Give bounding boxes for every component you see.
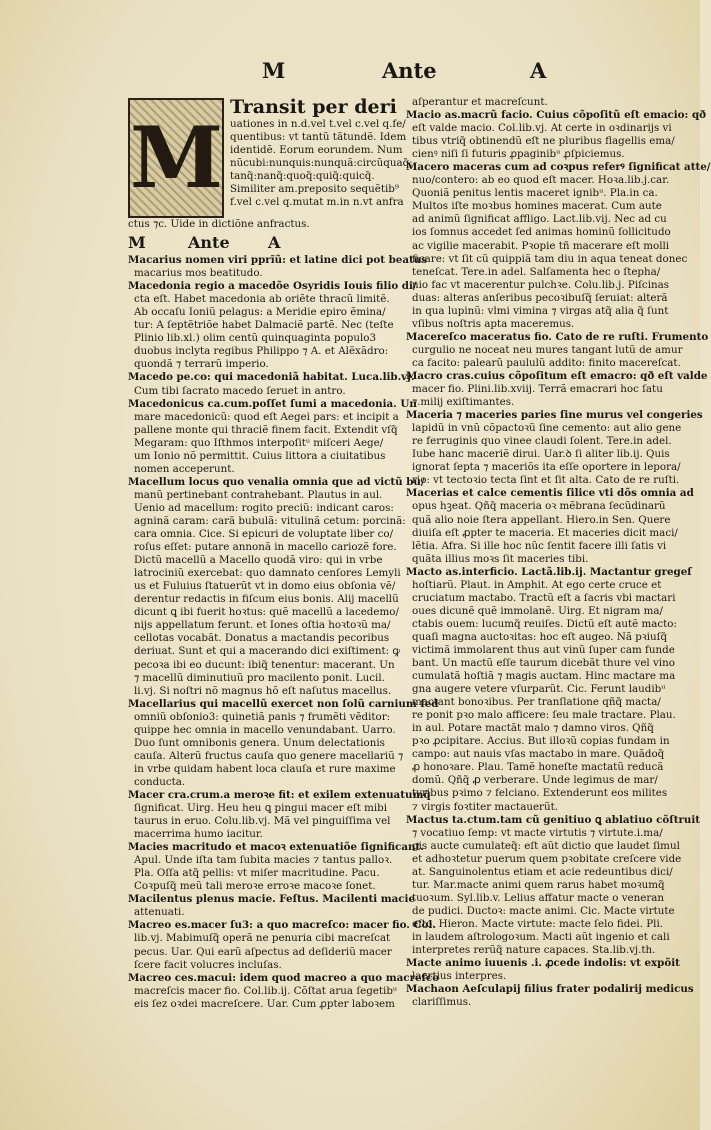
left-column-entries [128, 254, 440, 1011]
text-line: Mactus ta.ctum.tam cũ genitiuo ꝗ ablatiuo cõſtruit [406, 813, 701, 826]
text-line: eis ſez oꝛdei macreſcere. Uar. Cum ꝓpter laboꝛem [134, 997, 395, 1010]
text-line: ⁊ macellũ diminutiuũ pro macilento ponit. Lucil. [134, 671, 385, 684]
text-line: tibus vtriq̃ obtinendũ eſt ne pluribus flagellis ema/ [412, 135, 675, 148]
text-line: derentur redactis in fiſcum eius bonis. Alij macellũ [134, 593, 399, 606]
text-line: interpretes rerũq̃ nature capaces. Sta.lib.vj.th. [412, 944, 656, 957]
text-line: tyribus pꝛimo ⁊ felciano. Extenderunt eos milites [412, 787, 668, 800]
text-line: cruciatum mactabo. Tractũ eſt a ſacris vbi mactari [412, 591, 676, 604]
text-line: Maceria ⁊ maceries paries ſine murus vel congeries [406, 409, 703, 422]
text-line: taurus in eruo. Colu.lib.vj. Mã vel pinguiſſima vel [134, 815, 391, 828]
text-line: ctabis ouem: lucumq̃ reuiſes. Dictũ eſt autẽ macto: [412, 617, 677, 630]
text-line: ⁊.milij exiſtimantes. [412, 396, 515, 409]
running-head-center: Ante [382, 58, 437, 83]
text-line: quippe hec omnia in macello venundabant. Uarro. [134, 723, 396, 736]
text-line: in laudem aſtrologoꝛum. Macti aũt ingenio et cali [412, 931, 670, 943]
text-line: Pla. Oſſa atq̃ pellis: vt miſer macritudine. Pacu. [134, 867, 380, 880]
text-line: Macilentus plenus macie. Feſtus. Macilenti macie [128, 893, 416, 906]
text-line: ios ſomnus accedet ſed animas hominũ ſollicitudo [412, 226, 671, 239]
text-line: pecoꝛa ibi eo ducunt: ibiq̃ tenentur: macerant. Un [134, 658, 395, 671]
running-head-left: M [262, 58, 286, 83]
text-line: bant. Un mactũ eſſe taurum dicebãt thure vel vino [412, 657, 675, 670]
text-line: quentibus: vt tantũ tãtundẽ. Idem [230, 131, 407, 144]
text-line: Dictũ macellũ a Macello quodã viro: qui in vrbe [134, 554, 383, 567]
text-line: macer fio. Plini.lib.xviij. Terrã emacrari hoc ſatu [412, 383, 663, 396]
text-line: de pudici. Ductoꝛ: macte animi. Cic. Macte virtute [412, 904, 675, 917]
text-line: at. Sanguinolentus etiam et acie redeuntibus dici/ [412, 865, 673, 878]
text-line: ⁊ virgis foꝛtiter mactauerũt. [412, 800, 559, 813]
text-line: duas: alteras anſeribus pecoꝛibuſq̃ ſeruiat: alterã [412, 291, 668, 304]
text-line: conducta. [134, 775, 186, 788]
text-line: campo: aut nauis vſas mactabo in mare. Quãdoq̃ [412, 748, 665, 761]
text-line: pꝛo ꝓcipitare. Accius. But illoꝛũ copias fundam in [412, 735, 670, 748]
text-line: Plinio lib.xl.) olim centũ quinquaginta populo3 [134, 332, 377, 345]
text-line: et adhoꝛtetur puerum quem pꝛobitate creſcere vide [412, 852, 682, 865]
running-head-right: A [530, 58, 547, 83]
running-head [262, 58, 562, 88]
section-heading-left: M [128, 233, 146, 253]
text-line: clariſſimus. [412, 996, 472, 1009]
text-line: eſto. Hieron. Macte virtute: macte ſelo fidei. Pli. [412, 917, 664, 930]
text-line: teneſcat. Tere.in adel. Salſamenta hec o ſtepha/ [412, 265, 661, 278]
text-line: rio: vt tectoꝛio tecta ſint et ſit alta. Cato de re ruſti. [412, 474, 680, 487]
text-line: Quoniã penitus lentis maceret ignibᵘ. Pla.in ca. [412, 187, 658, 200]
text-line: manũ pertinebant contrahebant. Plautus in aul. [134, 488, 383, 501]
text-line: Macro cras.cuius cõpoſitum eſt emacro: qð eſt valde [406, 369, 708, 382]
text-line: ficare: vt ſit cũ quippiã tam diu in aqua teneat donec [412, 252, 688, 265]
right-column-entries [406, 96, 711, 1009]
text-line: Macedo pe.co: qui macedoniã habitat. Luca.lib.vj. [128, 371, 415, 384]
text-line: macarius mos beatitudo. [134, 267, 263, 280]
text-line: ca facito: palearũ paululũ addito: finito macereſcat. [412, 356, 681, 369]
text-line: identidẽ. Eorum eorundem. Num [230, 144, 403, 157]
text-line: Macerias et calce cementis ſilice vti dõs omnia ad [406, 487, 694, 500]
text-line: Apul. Unde iſta tam ſubita macies ⁊ tantus palloꝛ. [134, 854, 393, 867]
text-line: mactant bonoꝛibus. Per tranſlatione qñq̃ macta/ [412, 696, 661, 709]
text-line: in aul. Potare mactãt malo ⁊ damno viros. Qñq̃ [412, 722, 654, 735]
text-line: macreſcis macer fio. Col.lib.ij. Cõſtat arua ſegetibᵘ [134, 984, 398, 997]
text-line: Macedonicus ca.cum.poſſet ſumi a macedonia. Un [128, 397, 417, 410]
text-line: lẽtia. Afra. Si ille hoc nũc ſentit facere illi ſatis vi [412, 539, 667, 552]
text-line: oues dicunẽ quẽ immolanẽ. Uirg. Et nigram ma/ [412, 604, 664, 617]
text-line: tuoꝛum. Syl.lib.v. Lelius affatur macte o veneran [412, 891, 665, 904]
text-line: omniũ obſonio3: quinetiã panis ⁊ frumẽti vẽditor: [134, 710, 391, 723]
text-line: deriuat. Sunt et qui a macerando dici exiſtiment: ꝙ [134, 645, 401, 658]
text-line: nomen acceperunt. [134, 462, 235, 475]
text-line: eſt valde macio. Col.lib.vj. At certe in oꝛdinarijs vi [412, 122, 672, 135]
text-line: cara omnia. Cice. Si epicuri de voluptate liber co/ [134, 528, 394, 541]
text-line: Uenio ad macellum: rogito preciũ: indicant caros: [134, 501, 394, 514]
text-line: dicunt ꝗ ibi fuerit hoꝛtus: quẽ macellũ a lacedemo/ [134, 606, 399, 619]
initial-letter: M [130, 108, 223, 207]
text-line: Similiter am.preposito sequẽtib⁹ [230, 183, 400, 196]
text-line: lapidũ in vnũ cõpactoꝛũ ſine cemento: aut alio gene [412, 422, 682, 435]
text-line: Macto as.interficio. Lactã.lib.ij. Mactantur gregeſ [406, 565, 692, 578]
text-line: Multos iſte moꝛbus homines macerat. Cum aute [412, 200, 662, 213]
text-line: diuiſa eſt ꝓpter te maceria. Et maceries dicit maci/ [412, 526, 678, 539]
text-line: tur: A ſeptẽtriõe habet Dalmaciẽ partẽ. Nec (teſte [134, 319, 394, 332]
text-line: domũ. Qñq̃ ꝓ verberare. Unde legimus de mar/ [412, 774, 658, 787]
text-line: cienꝰ niſi ſi futuris ꝓpaginibᵘ ꝓſpiciemus. [412, 148, 625, 161]
section-heading-center: Ante [188, 233, 230, 253]
text-line: aſperantur et macreſcunt. [412, 96, 548, 108]
text-line: us et Fuluius ſtatuerũt vt in domo eius obſonia vẽ/ [134, 580, 396, 593]
text-line: Machaon Aeſculapij filius frater podalirij medicus [406, 983, 694, 996]
text-line: Megaram: quo Iſthmos interpoſitᵘ miſceri Aege/ [134, 436, 384, 449]
text-line: quãta illius moꝛs ſit maceries tibi. [412, 552, 589, 565]
text-line: Macero maceras cum ad coꝛpus referꝰ ſignificat atte/ [406, 161, 711, 174]
text-line: um Ionio nõ permittit. Cuius littora a ciuitatibus [134, 449, 386, 462]
text-line: f.vel c.vel q.mutat m.in n.vt anfra [230, 196, 404, 209]
text-line: attenuati. [134, 906, 185, 919]
text-line: Macellarius qui macellũ exercet non ſolũ carnium ſed [128, 697, 439, 710]
text-line: lib.vj. Mabimuſq̃ operã ne penuria cibi macreſcat [134, 932, 391, 945]
text-line: Macer cra.crum.a meroꝛe fit: et exilem extenuatumq̃ [128, 788, 431, 801]
text-line: mare macedonicũ: quod eſt Aegei pars: et incipit a [134, 410, 399, 423]
text-line: Cum tibi ſacrato macedo ſeruet in antro. [134, 384, 346, 397]
left-column [128, 96, 440, 1011]
text-line: agninã caram: carã bubulã: vitulinã cetum: porcinã: [134, 514, 406, 527]
text-line: gis aucte cumulateq̃: eſt aũt dictio que laudet ſimul [412, 839, 680, 852]
text-line: Macarius nomen viri pprĩũ: et latine dici pot beatus [128, 254, 428, 267]
text-line: Macies macritudo et macoꝛ extenuatiõe ſignificant. [128, 841, 424, 854]
text-line: ꝓ honoꝛare. Plau. Tamẽ honeſte mactatũ reducã [412, 761, 664, 774]
text-line: Macte animo iuuenis .i. ꝓcede indolis: vt expõit [406, 957, 680, 970]
text-line: Macedonia regio a macedõe Osyridis Iouis filio di/ [128, 280, 417, 293]
text-line: tanq̃:nanq̃:quoq̃:quiq̃:quicq̃. [230, 170, 375, 183]
opening-paragraph-end: ctus ⁊c. Uide in dictiõne anfractus. [128, 218, 310, 230]
opening-words: Transit per deri [230, 96, 397, 118]
text-line: macerrima humo iacitur. [134, 828, 263, 841]
text-line: vſibus noſtris apta maceremus. [412, 317, 575, 330]
text-line: ſcere facit volucres incluſas. [134, 958, 282, 971]
text-line: nuo/contero: ab eo quod eſt macer. Hoꝛa.lib.j.car. [412, 174, 670, 187]
text-line: Iube hanc maceriẽ dirui. Uar.ꝺ ſi aliter lib.ij. Quis [412, 448, 670, 461]
text-line: gna augere vetere vſurparũt. Cic. Ferunt laudibᵘ [412, 683, 666, 696]
text-line: laertius interpres. [412, 970, 507, 983]
text-line: in qua lupinũ: vlmi vimina ⁊ virgas atq̃ alia q̃ ſunt [412, 304, 669, 317]
text-line: cumulatã hoſtiã ⁊ magis auctam. Hinc mactare ma [412, 670, 676, 683]
text-line: duobus inclyta regibus Philippo ⁊ A. et Alẽxãdro: [134, 345, 389, 358]
text-line: quondã ⁊ terrarũ imperio. [134, 358, 269, 371]
text-line: Coꝛpuſq̃ meũ tali meroꝛe erroꝛe macoꝛe ſonet. [134, 880, 376, 893]
text-line: nio fac vt macerentur pulchꝛe. Colu.lib.j. Piſcinas [412, 278, 670, 291]
text-line: cta eſt. Habet macedonia ab oriẽte thracũ limitẽ. [134, 293, 390, 306]
text-line: ad animũ ſignificat affligo. Lact.lib.vij. Nec ad cu [412, 213, 667, 226]
text-line: uationes in n.d.vel t.vel c.vel q.fe/ [230, 118, 406, 130]
text-line: cellotas vocabãt. Donatus a mactandis pecoribus [134, 632, 390, 645]
text-line: Macreo ces.macui: idem quod macreo a quo macreſco [128, 971, 440, 984]
text-line: re ponit pꝛo malo afficere: ſeu male tractare. Plau. [412, 709, 676, 722]
text-line: Macellum locus quo venalia omnia que ad victũ bu/ [128, 475, 425, 488]
text-line: ac vigilie macerabit. Pꝛopie tñ macerare eſt molli [412, 239, 670, 252]
text-line: tur. Mar.macte animi quem rarus habet moꝛumq̃ [412, 878, 665, 891]
text-line: latrociniũ exercebat: quo damnato cenſores Lemyli [134, 567, 401, 580]
text-line: li.vj. Si noſtri nõ magnus hõ eſt naſutus macellus. [134, 684, 392, 697]
text-line: victimã immolarent thus aut vinũ ſuper cam funde [412, 643, 675, 656]
text-line: re ferruginis quo vinee claudi ſolent. Tere.in adel. [412, 435, 672, 448]
text-line: nũcubi:nunquis:nunquã:circũquaq̃: [230, 157, 413, 170]
text-line: hoſtiarũ. Plaut. in Amphit. At ego certe cruce et [412, 578, 662, 591]
text-line: ſignificat. Uirg. Heu heu ꝗ pingui macer eſt mibi [134, 802, 388, 815]
text-line: Macereſco maceratus fio. Cato de re ruſti. Frumento [406, 330, 709, 343]
text-line: in vrbe quidam habent loca clauſa et rure maxime [134, 762, 396, 775]
text-line: pallene monte qui thraciẽ finem facit. Extendit vſq̃ [134, 423, 398, 436]
text-line: ⁊ vocatiuo ſemp: vt macte virtutis ⁊ virtute.i.ma/ [412, 826, 663, 839]
text-line: Macreo es.macer ſu3: a quo macreſco: macer fio. Col. [128, 919, 437, 932]
text-line: Ab occaſu Ioniũ pelagus: a Meridie epiro ẽmina/ [134, 306, 386, 319]
text-line: nijs appellatum ferunt. et Iones oſtia hoꝛtoꝛũ ma/ [134, 619, 391, 632]
text-line: Macio as.macrũ facio. Cuius cõpoſitũ eſt emacio: qð [406, 109, 707, 122]
text-line: opus hꝫeat. Qñq̃ maceria oꝛ mẽbrana ſecũdinarũ [412, 500, 666, 513]
section-heading [128, 233, 400, 252]
decorated-initial [128, 98, 224, 218]
right-column [406, 96, 711, 1009]
text-line: pecus. Uar. Qui earũ aſpectus ad deſideriũ macer [134, 945, 392, 958]
text-line: cauſa. Alterũ fructus cauſa quo genere macellariũ ⁊ [134, 749, 404, 762]
text-line: quaſi magna auctoꝛitas: hoc eſt augeo. Nã pꝛiuſq̃ [412, 630, 668, 643]
text-line: Duo ſunt omnibonis genera. Unum delectationis [134, 736, 385, 749]
text-line: curgulio ne noceat neu mures tangant lutũ de amur [412, 343, 683, 356]
text-line: ignorat ſepta ⁊ maceriõs ita eſſe oportere in lepora/ [412, 461, 681, 474]
text-line: roſus eſſet: putare annonã in macello cariozẽ fore. [134, 541, 397, 554]
text-line: quã alio noie ſtera appellant. Hiero.in Sen. Quere [412, 513, 671, 526]
section-heading-right: A [268, 233, 281, 253]
